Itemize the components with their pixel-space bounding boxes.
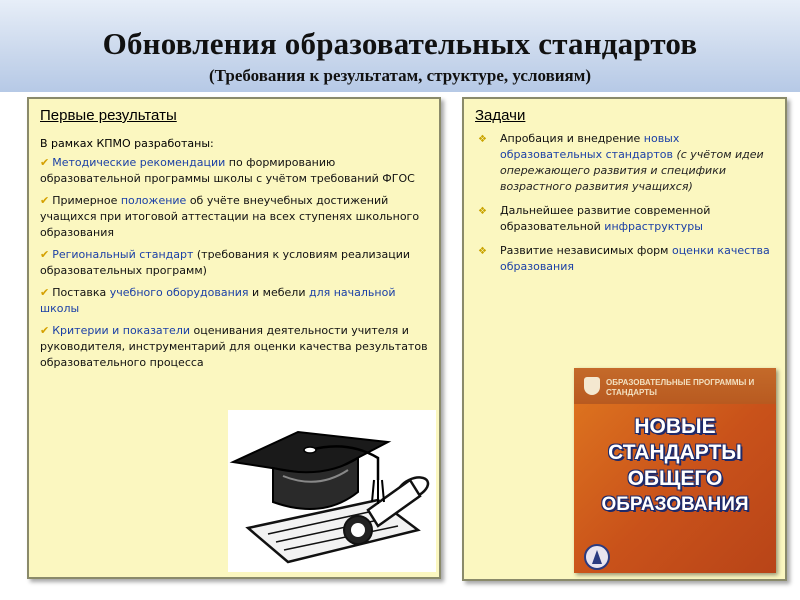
item-text-pre: Развитие независимых форм (500, 244, 672, 257)
item-highlight: инфраструктуры (604, 220, 703, 233)
item-highlight: Критерии и показатели (52, 324, 191, 337)
right-panel-heading: Задачи (475, 107, 526, 124)
slide-subtitle: (Требования к результатам, структуре, условиям) (209, 66, 591, 85)
book-title-line: ОБРАЗОВАНИЯ (601, 494, 749, 515)
list-item (36, 323, 436, 371)
item-text: об учёте внеучебных достижений учащихся при итоговой аттестации на всех ступенях школьного образования (40, 194, 420, 239)
item-text: (требования к условиям реализации образовательных программ) (40, 248, 411, 277)
item-text-pre: Примерное (52, 194, 121, 207)
item-italic-text: (с учётом идеи опережающего развития и специфики возрастного развития учащихся) (500, 148, 764, 193)
book-series-label: ОБРАЗОВАТЕЛЬНЫЕ ПРОГРАММЫ И СТАНДАРТЫ (606, 378, 755, 397)
results-list (36, 155, 436, 377)
list-item (474, 243, 779, 275)
list-item (474, 203, 779, 235)
item-highlight: оценки качества образования (500, 244, 770, 273)
left-panel-heading: Первые результаты (40, 107, 177, 124)
book-title (574, 414, 776, 518)
book-title-line: НОВЫЕ (634, 415, 716, 438)
item-text-mid: и мебели (248, 286, 309, 299)
list-item (36, 193, 436, 241)
list-item (474, 131, 779, 195)
item-text-pre: Поставка (52, 286, 110, 299)
left-panel-intro: В рамках КПМО разработаны: (40, 137, 214, 150)
slide-title: Обновления образовательных стандартов (102, 26, 698, 61)
tasks-list (474, 131, 779, 283)
item-highlight: Региональный стандарт (52, 248, 194, 261)
shield-logo-icon (584, 377, 600, 395)
item-text: оценивания деятельности учителя и руководителя, инструментарий для оценки качества результатов образовательного процесса (40, 324, 428, 369)
diamond-bullet-icon: ❖ (478, 246, 487, 257)
list-item (36, 285, 436, 317)
item-highlight-2: для начальной школы (40, 286, 396, 315)
diamond-bullet-icon: ❖ (478, 134, 487, 145)
graduation-cap-diploma-icon (228, 410, 436, 572)
checkmark-icon: ✔ (40, 286, 50, 299)
book-cover-image (574, 368, 776, 573)
item-highlight: учебного оборудования (109, 286, 249, 299)
item-text-pre: Апробация и внедрение (500, 132, 644, 145)
checkmark-icon: ✔ (40, 156, 50, 169)
item-highlight: новых образовательных стандартов (500, 132, 680, 161)
list-item (36, 247, 436, 279)
publisher-logo-icon (584, 544, 610, 570)
item-text: по формированию образовательной программы школы с учётом требований ФГОС (40, 156, 415, 185)
checkmark-icon: ✔ (40, 248, 50, 261)
header-banner (0, 0, 800, 92)
item-text-pre: Дальнейшее развитие современной образовательной (500, 204, 711, 233)
item-highlight: Методические рекомендации (52, 156, 226, 169)
checkmark-icon: ✔ (40, 194, 50, 207)
diamond-bullet-icon: ❖ (478, 206, 487, 217)
book-title-line: ОБЩЕГО (627, 467, 723, 490)
item-highlight: положение (120, 194, 187, 207)
checkmark-icon: ✔ (40, 324, 50, 337)
list-item (36, 155, 436, 187)
book-title-line: СТАНДАРТЫ (608, 441, 742, 464)
